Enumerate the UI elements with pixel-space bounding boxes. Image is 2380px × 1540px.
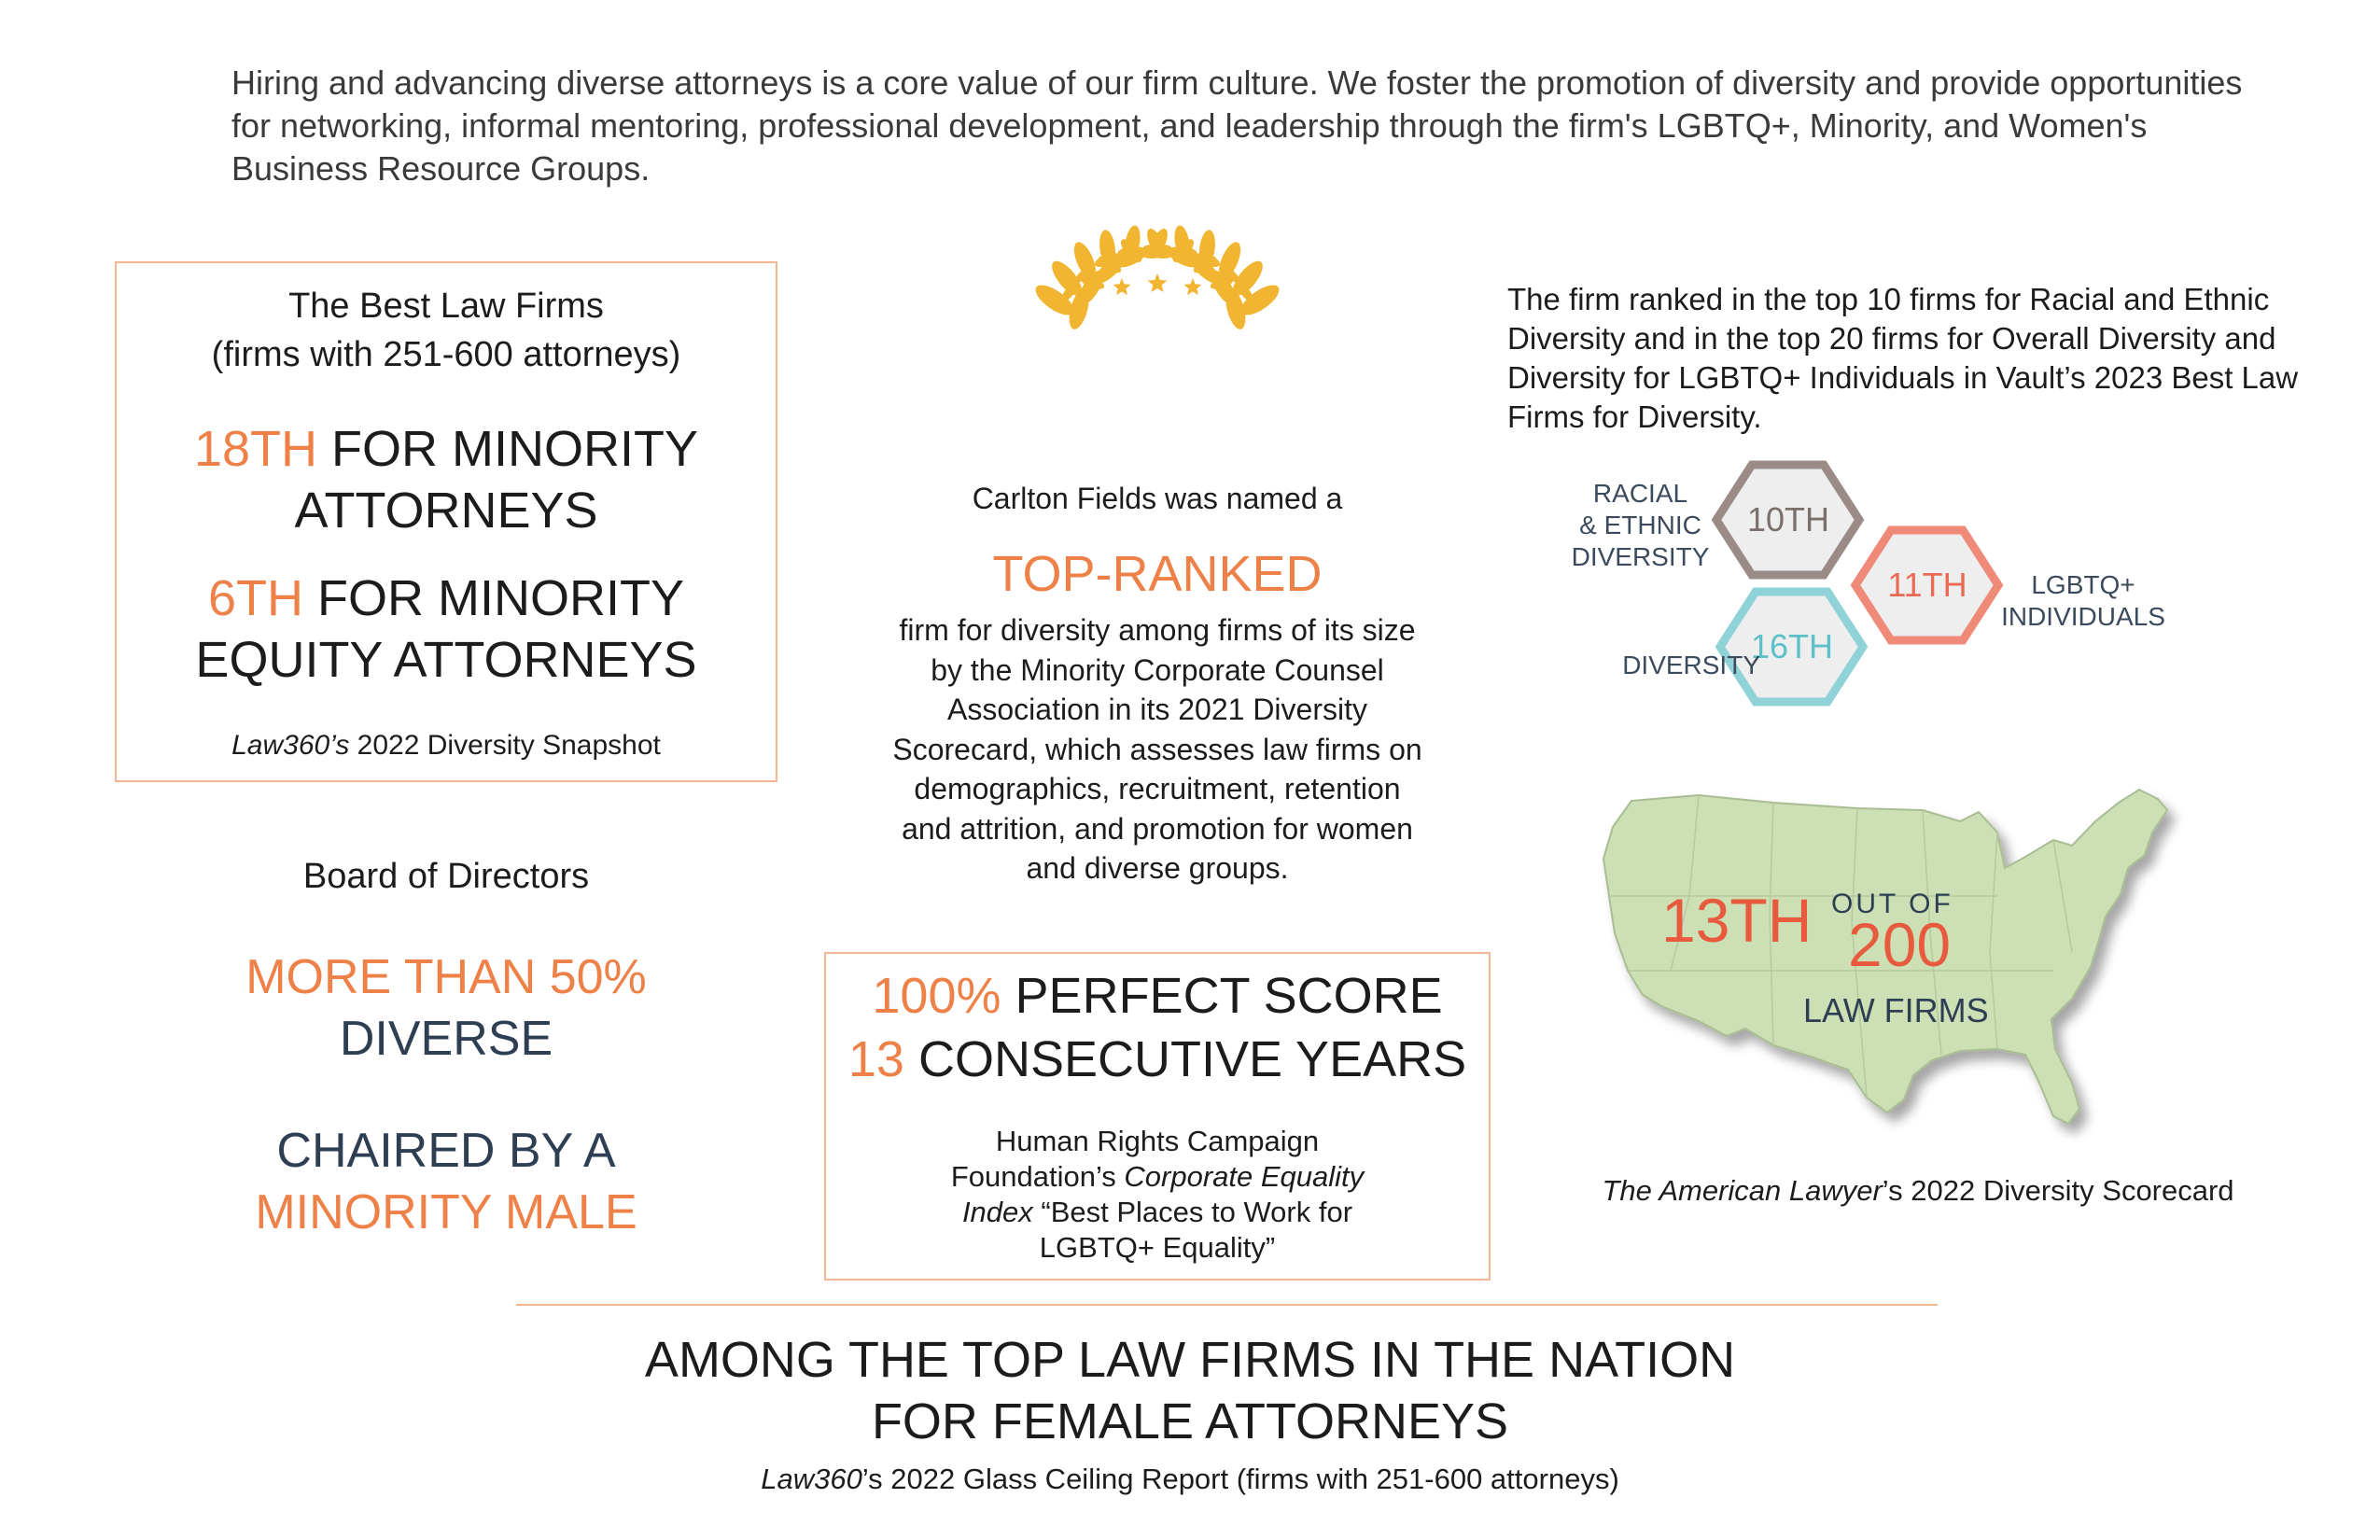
rank1-text-line1: FOR MINORITY [331,421,699,477]
rank-18th: 18TH [193,421,318,477]
minority-attorneys-rank [117,418,776,541]
hex-10th: 10TH [1746,500,1830,539]
diversity-label: DIVERSITY [1622,651,1760,679]
vault-hexagons [1568,457,2184,719]
mcca-line: firm for diversity among firms of its size [899,613,1416,647]
hrc-line1-text: PERFECT SCORE [1015,968,1443,1024]
hrc-box [824,952,1491,1281]
american-lawyer-source: The American Lawyer’s 2022 Diversity Scorecard [1602,1174,2234,1207]
best-law-firms-source [117,730,776,762]
us-map [1587,784,2203,1157]
board-diverse [115,946,777,1070]
map-total-200: 200 [1848,910,1952,979]
lgbtq-label: LGBTQ+ INDIVIDUALS [2001,570,2165,631]
rank-6th: 6TH [207,570,303,626]
rank2-text-line1: FOR MINORITY [317,570,684,626]
mcca-line: Association in its 2021 Diversity [947,693,1367,726]
hex-11th: 11TH [1887,566,1967,604]
named-text: Carlton Fields was named a [972,482,1343,515]
hrc-src-line2: Foundation’s Corporate Equality [950,1160,1365,1193]
hrc-perfect-score [826,965,1489,1027]
best-law-firms-title-line2: (firms with 251-600 attorneys) [211,335,681,374]
mcca-line: by the Minority Corporate Counsel [931,652,1384,687]
hrc-consecutive [826,1029,1489,1090]
board-line1: MORE THAN 50% [245,950,647,1004]
racial-ethnic-label: RACIAL & ETHNIC DIVERSITY [1571,479,1710,571]
laurel-wreath-icon [1017,224,1297,457]
best-law-firms-title [117,282,776,379]
board-line4: MINORITY MALE [255,1185,637,1239]
mcca-line: and diverse groups. [1026,851,1289,885]
female-attorneys-headline [0,1329,2380,1452]
mcca-line: demographics, recruitment, retention [914,772,1401,805]
hex-16th: 16TH [1750,627,1834,665]
hrc-source [882,1124,1433,1266]
board-chaired [115,1120,777,1243]
star-icon [1113,278,1131,295]
intro-paragraph: Hiring and advancing diverse attorneys is a core value of our firm culture. We foster the promotion of diversity and provide opportunities for networking, informal mentoring, professional development, and leadership through the firm's LGBTQ+, Minority, and Women's Business Resource Groups. [231,63,2243,188]
star-icon [1148,273,1168,292]
minority-equity-rank [117,567,776,691]
best-law-firms-title-line1: The Best Law Firms [288,287,604,326]
footer-line1: AMONG THE TOP LAW FIRMS IN THE NATION [644,1332,1736,1388]
best-law-firms-box [115,261,777,782]
board-title: Board of Directors [302,857,590,896]
hrc-src-line1: Human Rights Campaign [995,1125,1320,1157]
hrc-line2-text: CONSECUTIVE YEARS [917,1031,1467,1087]
map-out-of: OUT OF [1831,889,1953,919]
rank1-text-line2: ATTORNEYS [294,483,598,539]
vault-paragraph: The firm ranked in the top 10 firms for Racial and Ethnic Diversity and in the top 20 firms for Overall Diversity and Diversity for LGBTQ+ Individuals in Vault’s 2023 Best Law Firms for Diversity. [1507,282,2299,434]
glass-ceiling-source: Law360’s 2022 Glass Ceiling Report (firms with 251-600 attorneys) [761,1463,1619,1495]
board-line3: CHAIRED BY A [276,1124,616,1178]
hrc-years: 13 [847,1031,904,1087]
top-ranked-headline: TOP-RANKED [992,546,1323,602]
star-icon [1184,278,1202,295]
source-rest: 2022 Diversity Snapshot [349,730,661,761]
divider-line [516,1304,1938,1306]
hrc-src-line3: Index “Best Places to Work for [961,1196,1353,1228]
rank2-text-line2: EQUITY ATTORNEYS [195,632,697,688]
map-law-firms: LAW FIRMS [1803,991,1989,1029]
hrc-percent: 100% [872,968,1001,1024]
mcca-line: Scorecard, which assesses law firms on [892,732,1422,766]
footer-line2: FOR FEMALE ATTORNEYS [871,1393,1509,1449]
mcca-line: and attrition, and promotion for women [902,811,1413,846]
source-italic: Law360’s [231,730,350,761]
mcca-paragraph [831,610,1484,889]
map-rank-13th: 13TH [1661,886,1813,955]
board-line2: DIVERSE [339,1012,553,1066]
hrc-src-line4: LGBTQ+ Equality” [1039,1231,1276,1264]
